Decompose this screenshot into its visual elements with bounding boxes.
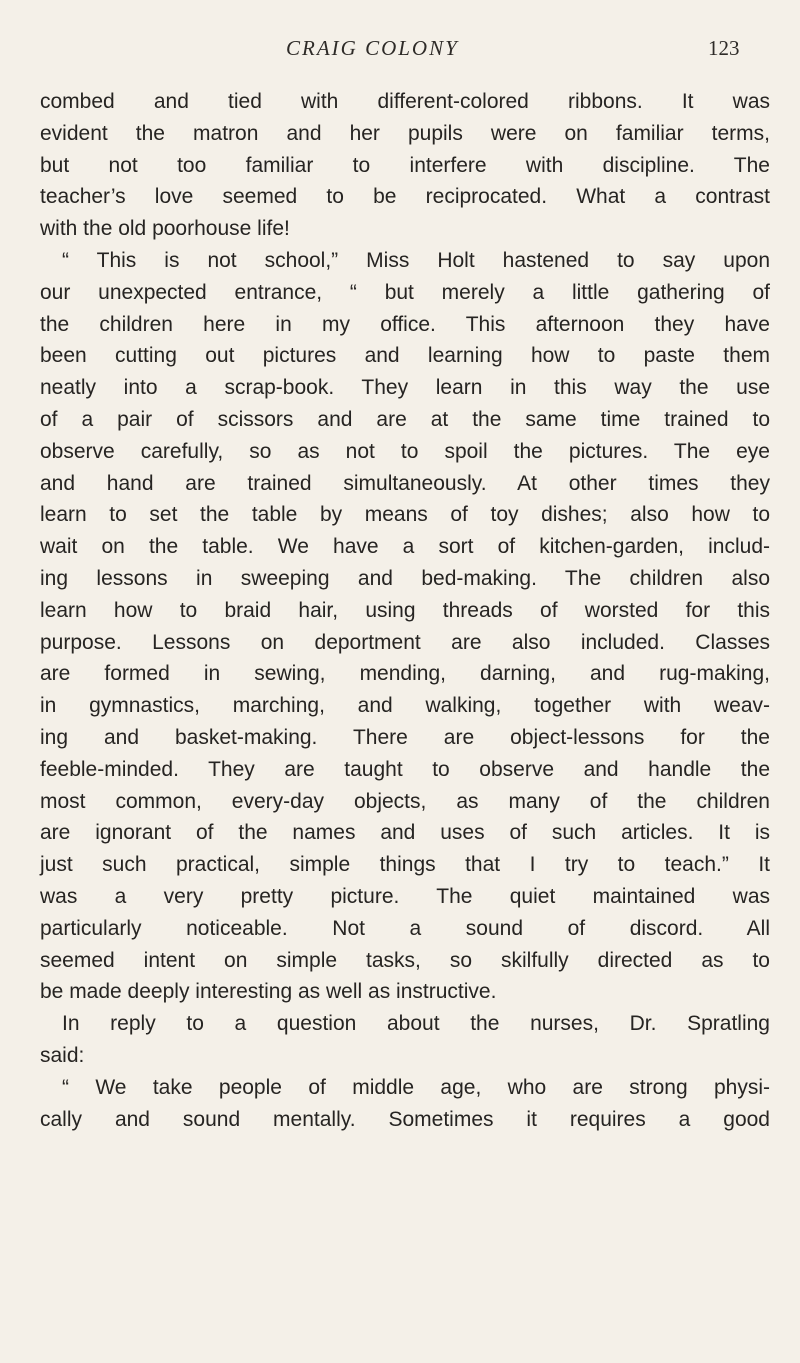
page-number: 123 <box>708 36 740 60</box>
text-line: was a very pretty picture. The quiet maintained was <box>40 884 770 908</box>
text-line: our unexpected entrance, “ but merely a little gathering of <box>40 280 770 304</box>
text-line: learn to set the table by means of toy dishes; also how to <box>40 503 770 527</box>
text-line: neatly into a scrap-book. They learn in this way the use <box>40 376 770 400</box>
text-line: ing lessons in sweeping and bed-making. The children also <box>40 566 770 590</box>
text-line: said: <box>40 1043 85 1067</box>
text-line: in gymnastics, marching, and walking, together with weav- <box>40 694 770 718</box>
text-line: “ This is not school,” Miss Holt hastened to say upon <box>62 248 770 272</box>
text-line: are ignorant of the names and uses of such articles. It is <box>40 821 770 845</box>
text-line: of a pair of scissors and are at the same time trained to <box>40 407 770 431</box>
text-line: particularly noticeable. Not a sound of discord. All <box>40 916 770 940</box>
text-line: been cutting out pictures and learning how to paste them <box>40 344 770 368</box>
text-line: just such practical, simple things that I try to teach.” It <box>40 853 770 877</box>
text-line: learn how to braid hair, using threads of worsted for this <box>40 598 770 622</box>
text-line: are formed in sewing, mending, darning, and rug-making, <box>40 662 770 686</box>
running-head <box>0 36 800 68</box>
text-line: observe carefully, so as not to spoil the pictures. The eye <box>40 439 770 463</box>
text-line: wait on the table. We have a sort of kitchen-garden, includ- <box>40 535 770 559</box>
text-line: combed and tied with different-colored ribbons. It was <box>40 90 770 113</box>
running-title: CRAIG COLONY <box>286 36 459 60</box>
text-line: ing and basket-making. There are object-lessons for the <box>40 725 770 749</box>
text-line: In reply to a question about the nurses, Dr. Spratling <box>62 1012 770 1036</box>
text-line: with the old poorhouse life! <box>40 217 290 241</box>
text-line: but not too familiar to interfere with discipline. The <box>40 153 770 177</box>
text-line: teacher’s love seemed to be reciprocated. What a contrast <box>40 185 770 209</box>
text-line: be made deeply interesting as well as instructive. <box>40 980 497 1004</box>
text-line: purpose. Lessons on deportment are also included. Classes <box>40 630 770 654</box>
text-line: the children here in my office. This afternoon they have <box>40 312 770 336</box>
text-line: evident the matron and her pupils were on familiar terms, <box>40 121 770 145</box>
text-line: most common, every-day objects, as many of the children <box>40 789 770 813</box>
body-text <box>40 86 770 1135</box>
text-line: seemed intent on simple tasks, so skilfully directed as to <box>40 948 770 972</box>
text-line: feeble-minded. They are taught to observe and handle the <box>40 757 770 781</box>
text-line: “ We take people of middle age, who are strong physi- <box>62 1075 770 1099</box>
text-line: cally and sound mentally. Sometimes it requires a good <box>40 1107 770 1131</box>
text-line: and hand are trained simultaneously. At other times they <box>40 471 770 495</box>
